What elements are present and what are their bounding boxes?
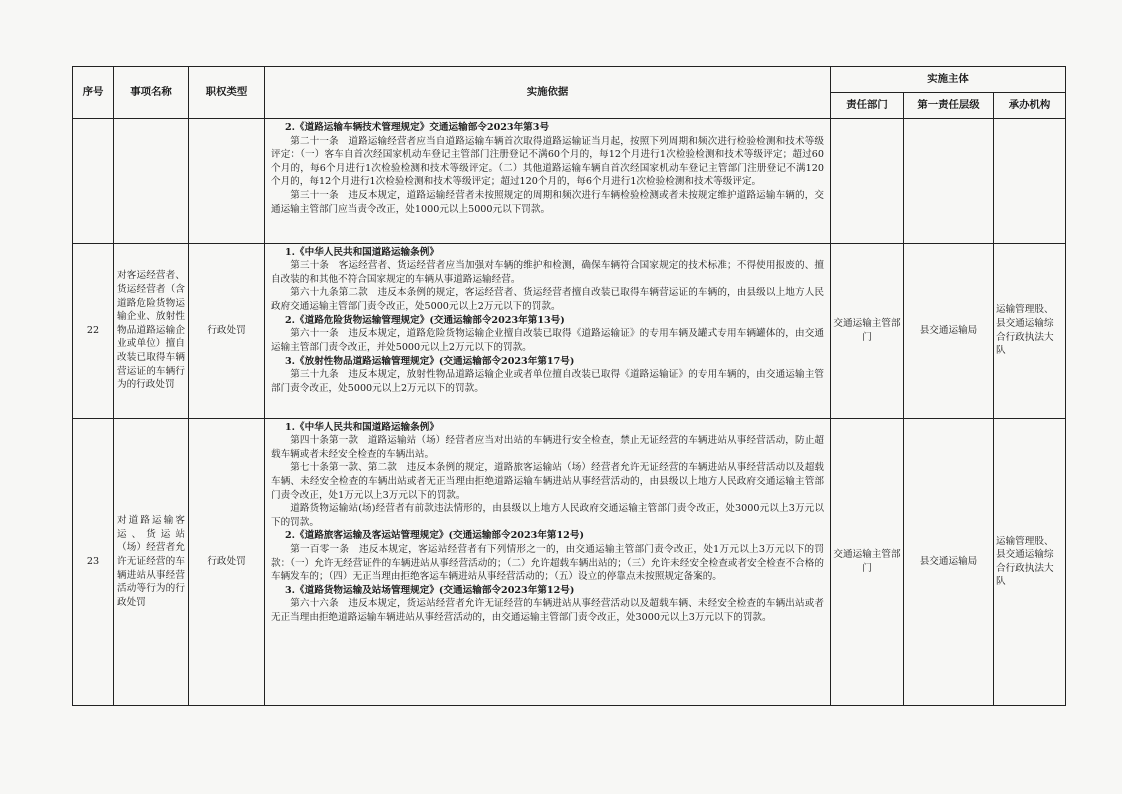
table-row bbox=[73, 243, 1066, 418]
row-dept: 交通运输主管部门 bbox=[831, 243, 904, 418]
basis-paragraph: 第六十六条 违反本规定，货运站经营者允许无证经营的车辆进站从事经营活动以及超载车辆、未经安全检查的车辆出站或者无正当理由拒绝道路运输车辆进站从事经营活动的，由交通运输主管部门责令改正，处3000元以上3万元以下的罚款。 bbox=[271, 598, 824, 624]
cell-empty bbox=[189, 119, 265, 244]
row-seq: 23 bbox=[73, 418, 114, 705]
header-org: 承办机构 bbox=[994, 93, 1066, 119]
header-seq: 序号 bbox=[73, 67, 114, 119]
row-org: 运输管理股、县交通运输综合行政执法大队 bbox=[994, 243, 1066, 418]
basis-paragraph: 第三十条 客运经营者、货运经营者应当加强对车辆的维护和检测，确保车辆符合国家规定的技术标准；不得使用报废的、擅自改装的和其他不符合国家规定的车辆从事道路运输经营。 bbox=[271, 260, 824, 285]
header-power-type: 职权类型 bbox=[189, 67, 265, 119]
basis-paragraph: 第二十一条 道路运输经营者应当自道路运输车辆首次取得道路运输证当月起，按照下列周期和频次进行检验检测和技术等级评定：（一）客车自首次经国家机动车登记主管部门注册登记不满60个月的，每12个月进行1次检验检测和技术等级评定；超过60个月的，每6个月进行1次检验检测和技术等级评定。（二）其他道路运输车辆自首次经国家机动车登记主管部门注册登记不满120个月的，每12个月进行1次检验检测和技术等级评定；超过120个月的，每6个月进行1次检验检测和技术等级评定。 bbox=[271, 135, 824, 188]
row-item-name: 对客运经营者、货运经营者（含道路危险货物运输企业、放射性物品道路运输企业或单位）擅自改装已取得车辆营运证的车辆行为的行政处罚 bbox=[114, 243, 189, 418]
basis-heading: 1.《中华人民共和国道路运输条例》 bbox=[285, 246, 439, 258]
cell-empty bbox=[904, 119, 994, 244]
row-power-type: 行政处罚 bbox=[189, 418, 265, 705]
basis-heading: 2.《道路危险货物运输管理规定》(交通运输部令2023年第13号) bbox=[285, 314, 565, 326]
row-level: 县交通运输局 bbox=[904, 243, 994, 418]
row-dept: 交通运输主管部门 bbox=[831, 418, 904, 705]
cell-empty bbox=[114, 119, 189, 244]
basis-continuation bbox=[265, 119, 831, 244]
cell-empty bbox=[73, 119, 114, 244]
basis-paragraph: 第三十九条 违反本规定，放射性物品道路运输企业或者单位擅自改装已取得《道路运输证》的专用车辆的，由交通运输主管部门责令改正，处5000元以上2万元以下的罚款。 bbox=[271, 369, 824, 394]
header-dept: 责任部门 bbox=[831, 93, 904, 119]
row-level: 县交通运输局 bbox=[904, 418, 994, 705]
cell-empty bbox=[994, 119, 1066, 244]
basis-heading: 3.《放射性物品道路运输管理规定》(交通运输部令2023年第17号) bbox=[285, 355, 575, 367]
basis-heading: 2.《道路运输车辆技术管理规定》交通运输部令2023年第3号 bbox=[285, 122, 550, 133]
basis-heading: 2.《道路旅客运输及客运站管理规定》(交通运输部令2023年第12号) bbox=[285, 530, 584, 542]
row-power-type: 行政处罚 bbox=[189, 243, 265, 418]
row-item-name: 对道路运输客运、货运站（场）经营者允许无证经营的车辆进站从事经营活动等行为的行政处罚 bbox=[114, 418, 189, 705]
basis-paragraph: 第三十一条 违反本规定，道路运输经营者未按照规定的周期和频次进行车辆检验检测或者未按规定维护道路运输车辆的，交通运输主管部门应当责令改正，处1000元以上5000元以下罚款。 bbox=[271, 190, 824, 215]
header-implementer: 实施主体 bbox=[831, 67, 1066, 93]
header-level: 第一责任层级 bbox=[904, 93, 994, 119]
row-basis bbox=[265, 418, 831, 705]
row-org: 运输管理股、县交通运输综合行政执法大队 bbox=[994, 418, 1066, 705]
basis-paragraph: 第四十条第一款 道路运输站（场）经营者应当对出站的车辆进行安全检查，禁止无证经营的车辆进站从事经营活动，防止超载车辆或者未经安全检查的车辆出站。 bbox=[271, 435, 824, 460]
header-item-name: 事项名称 bbox=[114, 67, 189, 119]
cell-empty bbox=[831, 119, 904, 244]
enforcement-table bbox=[72, 66, 1066, 706]
basis-heading: 3.《道路货物运输及站场管理规定》(交通运输部令2023年第12号) bbox=[285, 584, 575, 596]
basis-heading: 1.《中华人民共和国道路运输条例》 bbox=[285, 421, 439, 433]
header-basis: 实施依据 bbox=[265, 67, 831, 119]
table-row bbox=[73, 119, 1066, 244]
basis-paragraph: 第六十一条 违反本规定，道路危险货物运输企业擅自改装已取得《道路运输证》的专用车辆及罐式专用车辆罐体的，由交通运输主管部门责令改正，并处5000元以上2万元以下的罚款。 bbox=[271, 328, 824, 353]
row-seq: 22 bbox=[73, 243, 114, 418]
basis-paragraph: 第七十条第一款、第二款 违反本条例的规定，道路旅客运输站（场）经营者允许无证经营的车辆进站从事经营活动以及超载车辆、未经安全检查的车辆出站或者无正当理由拒绝道路运输车辆进站从事经营活动的，由县级以上地方人民政府交通运输主管部门责令改正，处1万元以上3万元以下的罚款。 bbox=[271, 462, 824, 501]
basis-paragraph: 道路货物运输站(场)经营者有前款违法情形的，由县级以上地方人民政府交通运输主管部门责令改正，处3000元以上3万元以下的罚款。 bbox=[271, 503, 824, 528]
basis-paragraph: 第六十九条第二款 违反本条例的规定，客运经营者、货运经营者擅自改装已取得车辆营运证的车辆的，由县级以上地方人民政府交通运输主管部门责令改正，处5000元以上2万元以下的罚款。 bbox=[271, 287, 824, 313]
row-basis bbox=[265, 243, 831, 418]
basis-paragraph: 第一百零一条 违反本规定，客运站经营者有下列情形之一的，由交通运输主管部门责令改正，处1万元以上3万元以下的罚款：（一）允许无经营证件的车辆进站从事经营活动的；（二）允许超载车辆出站的；（三）允许未经安全检查或者安全检查不合格的车辆发车的；（四）无正当理由拒绝客运车辆进站从事经营活动的；（五）设立的停靠点未按照规定备案的。 bbox=[271, 544, 824, 583]
table-row bbox=[73, 418, 1066, 705]
